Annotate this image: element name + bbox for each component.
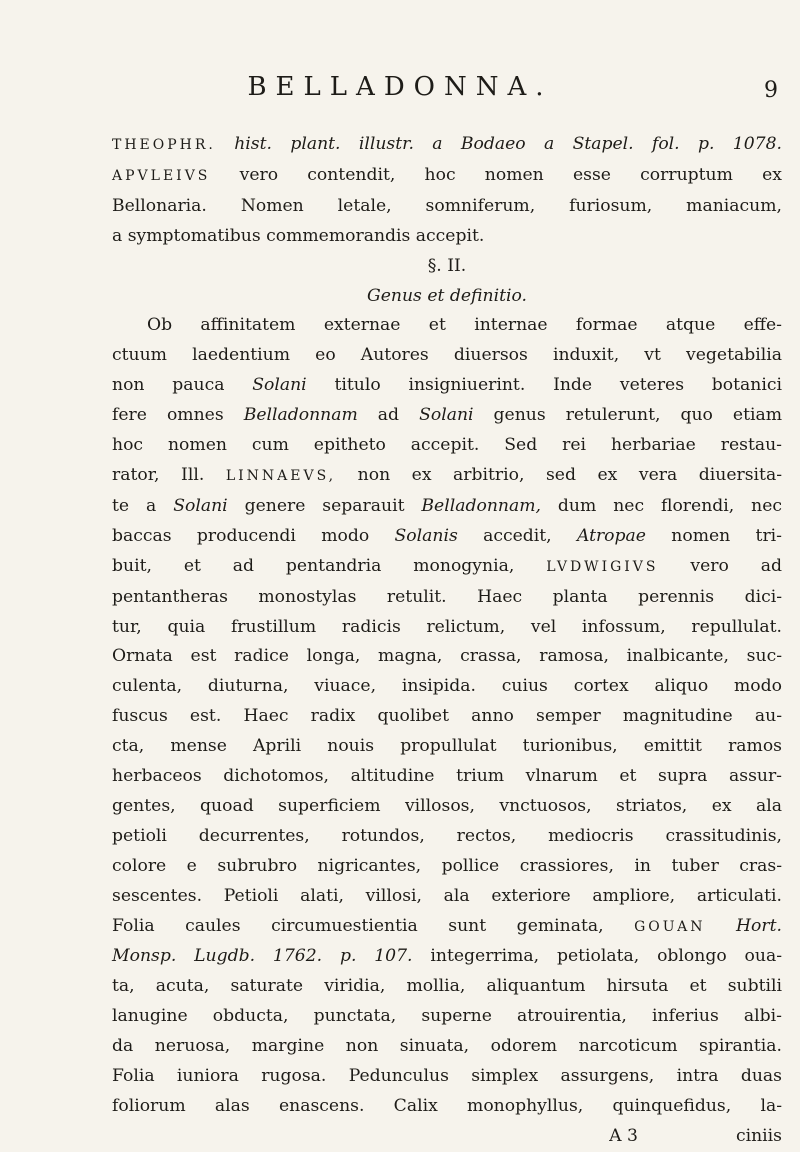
text-line: gentes, quoad superficiem villosos, vnctuosos, striatos, ex ala — [112, 795, 782, 816]
text-line: sescentes. Petioli alati, villosi, ala exteriore ampliore, articulati. — [112, 885, 782, 906]
text-line: fuscus est. Haec radix quolibet anno semper magnitudine au- — [112, 706, 782, 727]
text-line — [112, 492, 782, 522]
text-run: Solani — [252, 375, 307, 396]
text-run: accedit, — [483, 525, 552, 546]
text-line: pentantheras monostylas retulit. Haec planta perennis dici- — [112, 586, 782, 607]
text-line — [112, 461, 782, 492]
text-run: Solanis — [394, 525, 458, 546]
text-line: petioli decurrentes, rotundos, rectos, mediocris crassitudinis, — [112, 825, 782, 846]
author-name: LINNAEVS, — [225, 467, 337, 484]
text-run: integerrima, petiolata, oblongo oua- — [430, 946, 782, 967]
section-heading-text: Genus et definitio. — [367, 285, 527, 306]
text-run: non ex arbitrio, sed ex vera diuersita- — [357, 464, 782, 485]
page-footer — [112, 1122, 782, 1152]
text-line — [112, 401, 782, 431]
text-line: lanugine obducta, punctata, superne atrouirentia, inferius albi- — [112, 1006, 782, 1027]
page-number: 9 — [764, 78, 778, 103]
text-run: nomen tri- — [671, 525, 782, 546]
text-line — [112, 522, 782, 552]
text-run: te a — [112, 495, 157, 516]
text-line: da neruosa, margine non sinuata, odorem narcoticum spirantia. — [112, 1036, 782, 1057]
author-name: LVDWIGIVS — [546, 558, 659, 575]
text-line — [112, 371, 782, 401]
text-run: genere separauit — [244, 495, 405, 516]
text-run: genus retulerunt, quo etiam — [493, 405, 783, 426]
text-run: buit, et ad pentandria monogynia, — [112, 555, 515, 576]
text-run: fere omnes — [112, 405, 224, 426]
running-title: BELLADONNA. — [247, 72, 553, 102]
text-run: Folia caules circumuestientia sunt geminata, — [112, 915, 604, 936]
text-line: Bellonaria. Nomen letale, somniferum, furiosum, maniacum, — [112, 195, 782, 216]
text-run: titulo insigniuerint. Inde veteres botanici — [334, 375, 782, 396]
running-head — [0, 68, 800, 108]
signature-mark: A 3 — [609, 1125, 638, 1146]
text-line — [112, 942, 782, 972]
text-line — [112, 912, 782, 943]
text-run: Belladonnam — [243, 405, 358, 426]
text-line: colore e subrubro nigricantes, pollice crassiores, in tuber cras- — [112, 855, 782, 876]
text-run: vero contendit, hoc nomen esse corruptum ex — [239, 164, 782, 185]
text-line: Ornata est radice longa, magna, crassa, ramosa, inalbicante, suc- — [112, 646, 782, 667]
text-run: Hort. — [736, 915, 782, 936]
author-name: THEOPHR. — [112, 137, 216, 153]
text-line — [112, 161, 782, 192]
section-heading — [112, 282, 782, 312]
text-run: ad — [377, 405, 400, 426]
author-name: GOUAN — [634, 918, 706, 935]
citation: hist. plant. illustr. a Bodaeo a Stapel. fol. p. 1078. — [234, 134, 783, 154]
text-run: Atropae — [576, 525, 646, 546]
text-run: baccas producendi modo — [112, 525, 370, 546]
text-line — [112, 130, 782, 161]
text-line: herbaceos dichotomos, altitudine trium vlnarum et supra assur- — [112, 766, 782, 787]
text-line: Folia iuniora rugosa. Pedunculus simplex assurgens, intra duas — [112, 1066, 782, 1087]
text-run: Solani — [419, 405, 474, 426]
body-text — [112, 130, 782, 1152]
text-line: cta, mense Aprili nouis propullulat turionibus, emittit ramos — [112, 736, 782, 757]
text-line — [112, 552, 782, 583]
text-line: culenta, diuturna, viuace, insipida. cuius cortex aliquo modo — [112, 676, 782, 697]
text-run: Solani — [173, 495, 228, 516]
text-line: a symptomatibus commemorandis accepit. — [112, 225, 485, 246]
text-line: foliorum alas enascens. Calix monophyllus, quinquefidus, la- — [112, 1096, 782, 1116]
text-run: rator, Ill. — [112, 464, 205, 485]
author-name: APVLEIVS — [112, 167, 211, 184]
text-line: ta, acuta, saturate viridia, mollia, aliquantum hirsuta et subtili — [112, 976, 782, 997]
catchword: ciniis — [735, 1125, 782, 1146]
text-run: Belladonnam, — [421, 495, 541, 516]
text-run: vero ad — [690, 555, 782, 576]
text-run: dum nec florendi, nec — [557, 495, 783, 516]
section-mark: §. II. — [427, 255, 467, 276]
text-line: ctuum laedentium eo Autores diuersos induxit, vt vegetabilia — [112, 345, 782, 366]
text-line: Ob affinitatem externae et internae formae atque effe- — [147, 315, 782, 336]
text-line: tur, quia frustillum radicis relictum, vel infossum, repullulat. — [112, 616, 782, 637]
text-line: hoc nomen cum epitheto accepit. Sed rei herbariae restau- — [112, 435, 782, 456]
citation: Monsp. Lugdb. 1762. p. 107. — [112, 946, 413, 967]
text-run: non pauca — [112, 375, 225, 396]
